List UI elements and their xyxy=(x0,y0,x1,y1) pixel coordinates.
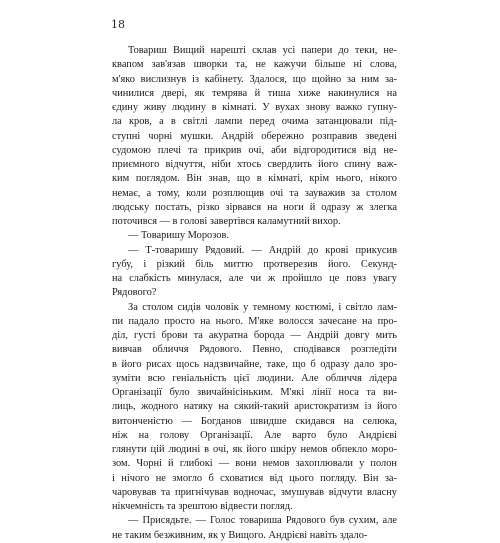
text-line: на слабкість минулася, але чи ж пройшло це повз увагу xyxy=(112,273,397,284)
paragraph xyxy=(112,301,397,515)
text-line: в його рисах щось надзвичайне, таке, що б одразу дало зро- xyxy=(112,358,397,370)
text-line: губу, і різкий біль миттю протверезив його. Секунд- xyxy=(112,258,397,270)
text-line: вивчав обличчя Рядового. Певно, сподівався розгледіти xyxy=(112,344,397,356)
text-line: ніж на голову Організації. Але варто було Андрієві xyxy=(112,429,397,441)
text-line: — Присядьте. — Голос товариша Рядового був сухим, але xyxy=(128,515,397,527)
text-line: поточився — в голові завертівся каламутний вихор. xyxy=(112,216,341,227)
text-line: м'яко вислизнув із кабінету. Здалося, що щойно за ним за- xyxy=(112,73,397,85)
text-line: Організації було звичайнісіньким. М'які лінії носа та ви- xyxy=(112,387,397,398)
text-line: — Товаришу Морозов. xyxy=(128,230,229,242)
text-line: Рядового? xyxy=(112,287,157,299)
text-line: витонченістю — Богданов швидше скидався на селюка, xyxy=(112,415,397,427)
page-number: 18 xyxy=(111,18,125,31)
text-line: нікчемність та зрештою відвести погляд. xyxy=(112,501,293,512)
text-line: людську постать, різко зірвався на ноги й одразу ж злегка xyxy=(112,201,397,213)
text-line: діл, густі брови та акуратна борода — Андрій довгу мить xyxy=(112,330,397,341)
text-line: пи падало просто на нього. М'яке волосся зачесане на про- xyxy=(112,315,397,327)
text-line: зуміти всю геніальність цієї людини. Але обличчя лідера xyxy=(112,372,397,384)
paragraph xyxy=(112,44,397,229)
text-line: приємного відчуття, ніби хтось свердлить його спину важ- xyxy=(112,159,397,170)
text-line: Товариш Вищий нарешті склав усі папери до теки, не- xyxy=(128,45,397,56)
text-line: чаровував та пригнічував водночас, змушував відчути власну xyxy=(112,486,397,498)
paragraph xyxy=(112,514,397,543)
paragraph xyxy=(112,244,397,301)
text-line: немає, а тому, коли розплющив очі та зауважив за столом xyxy=(112,187,397,199)
body-text xyxy=(112,44,397,543)
text-line: єдину живу людину в кімнаті. У вухах знову важко гупну- xyxy=(112,102,397,113)
text-line: За столом сидів чоловік у темному костюмі, і світло лам- xyxy=(128,301,397,313)
text-line: зом. Чорні й глибокі — вони немов захоплювали у полон xyxy=(112,458,397,470)
paragraph xyxy=(112,229,397,243)
text-line: не таким безживним, як у Вищого. Андрієві навіть здало- xyxy=(112,529,368,541)
text-line: чинилися двері, як темрява й тиша хиже накинулися на xyxy=(112,87,397,99)
text-line: ла кров, а в світлі лампи перед очима затанцювали під- xyxy=(112,116,397,128)
text-line: ступні чорні мушки. Андрій обережно розправив зведені xyxy=(112,130,397,142)
text-line: судомою плечі та прикрив очі, аби відгородитися від не- xyxy=(112,144,397,156)
text-line: лиць, жодного натяку на сякий-такий аристократизм із його xyxy=(112,401,397,413)
text-line: квапом зав'язав шворки та, не кажучи більше ні слова, xyxy=(112,59,397,71)
text-line: і нічого не змогло б сховатися від цього погляду. Він за- xyxy=(112,472,397,484)
text-line: ким поглядом. Він знав, що в кімнаті, крім нього, нікого xyxy=(112,173,397,185)
text-line: глянути цій людині в очі, як його шкіру немов обпекло моро- xyxy=(112,444,397,455)
text-line: — Т-товаришу Рядовий. — Андрій до крові прикусив xyxy=(128,244,397,256)
